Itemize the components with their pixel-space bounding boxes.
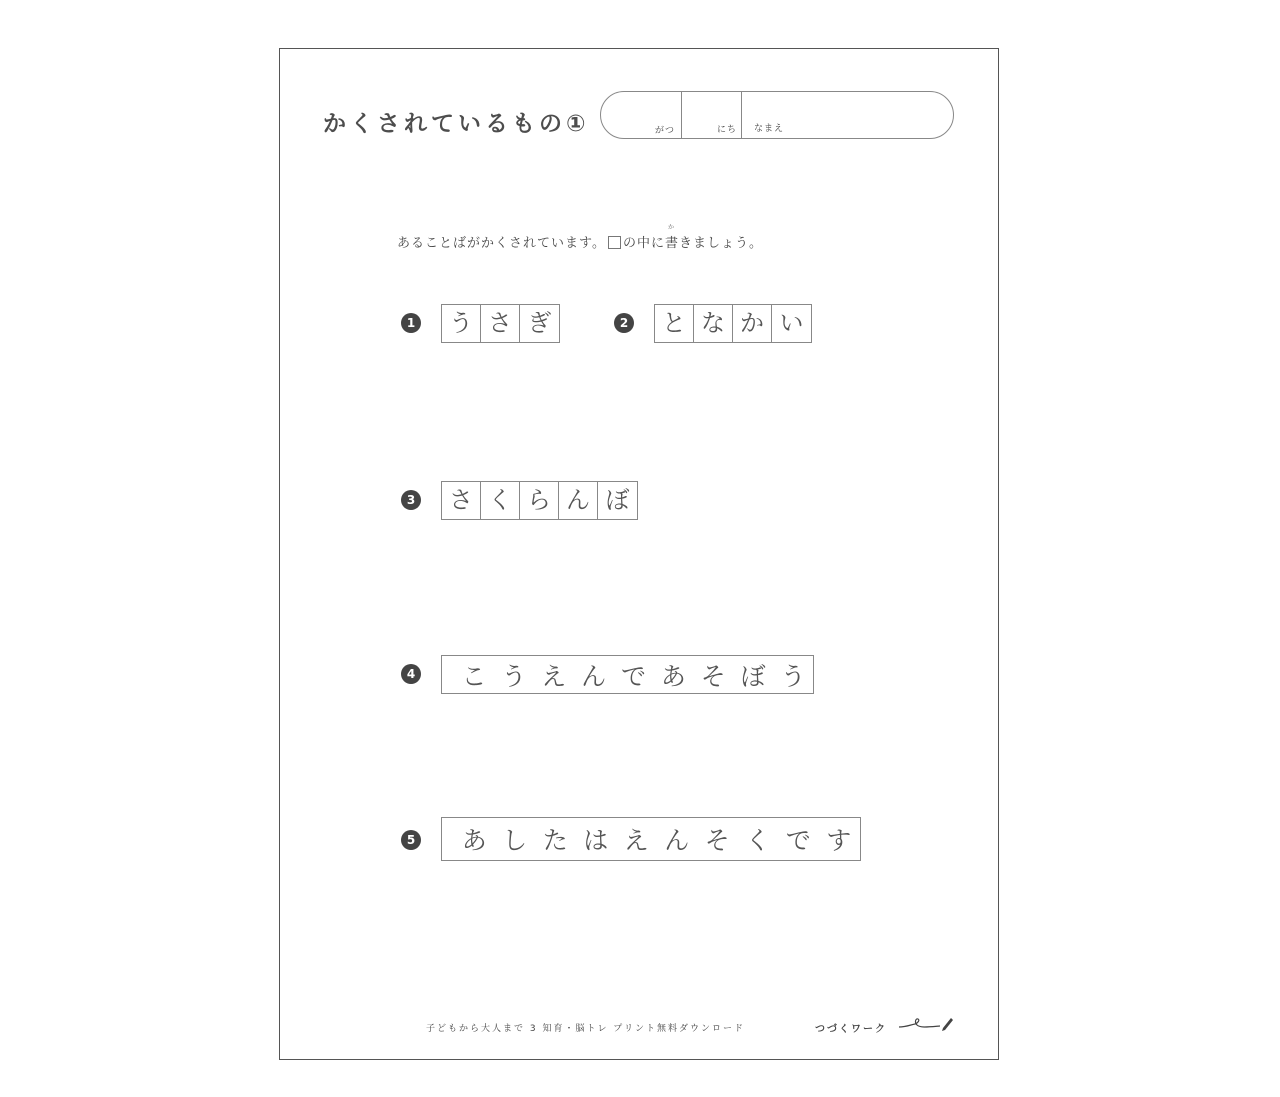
instruction-part-2: の中に <box>622 236 665 251</box>
word-strip-5 <box>441 817 861 861</box>
question-number-3: 3 <box>401 490 421 510</box>
page-title: かくされているもの① <box>323 111 590 137</box>
strip-char: す <box>826 826 852 855</box>
question-number-1: 1 <box>401 313 421 333</box>
strip-char: し <box>502 826 528 855</box>
strip-char: ぼ <box>740 661 766 691</box>
grid-cell: い <box>779 309 804 337</box>
strip-char: え <box>541 661 567 691</box>
strip-char: た <box>542 826 568 855</box>
day-label: にち <box>717 125 738 135</box>
strip-char: そ <box>700 661 726 691</box>
name-label: なまえ <box>754 124 785 134</box>
word-strip-4 <box>441 655 814 694</box>
grid-cell: ん <box>559 482 598 519</box>
footer-tagline: 子どもから大人まで 3 知育・脳トレ プリント無料ダウンロード <box>426 1024 745 1034</box>
grid-cell: な <box>694 305 733 342</box>
strip-char: く <box>745 826 771 855</box>
worksheet-page <box>279 48 999 1060</box>
strip-char: う <box>780 661 806 691</box>
grid-cell: と <box>655 305 694 342</box>
strip-char: そ <box>704 826 730 855</box>
date-name-box <box>600 91 954 139</box>
word-grid-3 <box>441 481 638 520</box>
strip-char: え <box>623 826 649 855</box>
grid-cell: く <box>481 482 520 519</box>
answer-box-icon <box>608 236 621 249</box>
word-grid-2 <box>654 304 812 343</box>
instruction-text <box>397 224 764 251</box>
grid-cell: さ <box>481 305 520 342</box>
instruction-part-3: きましょう。 <box>679 236 764 251</box>
month-label: がつ <box>655 126 676 136</box>
question-number-2: 2 <box>614 313 634 333</box>
pencil-squiggle-icon <box>898 1015 954 1033</box>
instruction-part-1: あることばがかくされています。 <box>397 236 606 251</box>
divider <box>741 92 742 138</box>
grid-cell: ぎ <box>527 309 552 337</box>
strip-char: ん <box>664 826 690 855</box>
strip-char: う <box>501 661 527 691</box>
kanji-with-ruby <box>664 224 679 251</box>
question-number-5: 5 <box>401 830 421 850</box>
footer-brand: つづくワーク <box>815 1024 887 1035</box>
grid-cell: う <box>442 305 481 342</box>
grid-cell: さ <box>442 482 481 519</box>
strip-char: ん <box>581 661 607 691</box>
strip-char: で <box>785 826 811 855</box>
strip-char: あ <box>660 661 686 691</box>
grid-cell: か <box>733 305 772 342</box>
divider <box>681 92 682 138</box>
strip-char: で <box>621 661 647 691</box>
strip-char: あ <box>461 826 487 855</box>
grid-cell: ら <box>520 482 559 519</box>
strip-char: こ <box>461 661 487 691</box>
word-grid-1 <box>441 304 560 343</box>
strip-char: は <box>583 826 609 855</box>
ruby-text: か <box>667 224 675 231</box>
kanji: 書 <box>664 236 679 251</box>
grid-cell: ぼ <box>605 486 630 514</box>
question-number-4: 4 <box>401 664 421 684</box>
